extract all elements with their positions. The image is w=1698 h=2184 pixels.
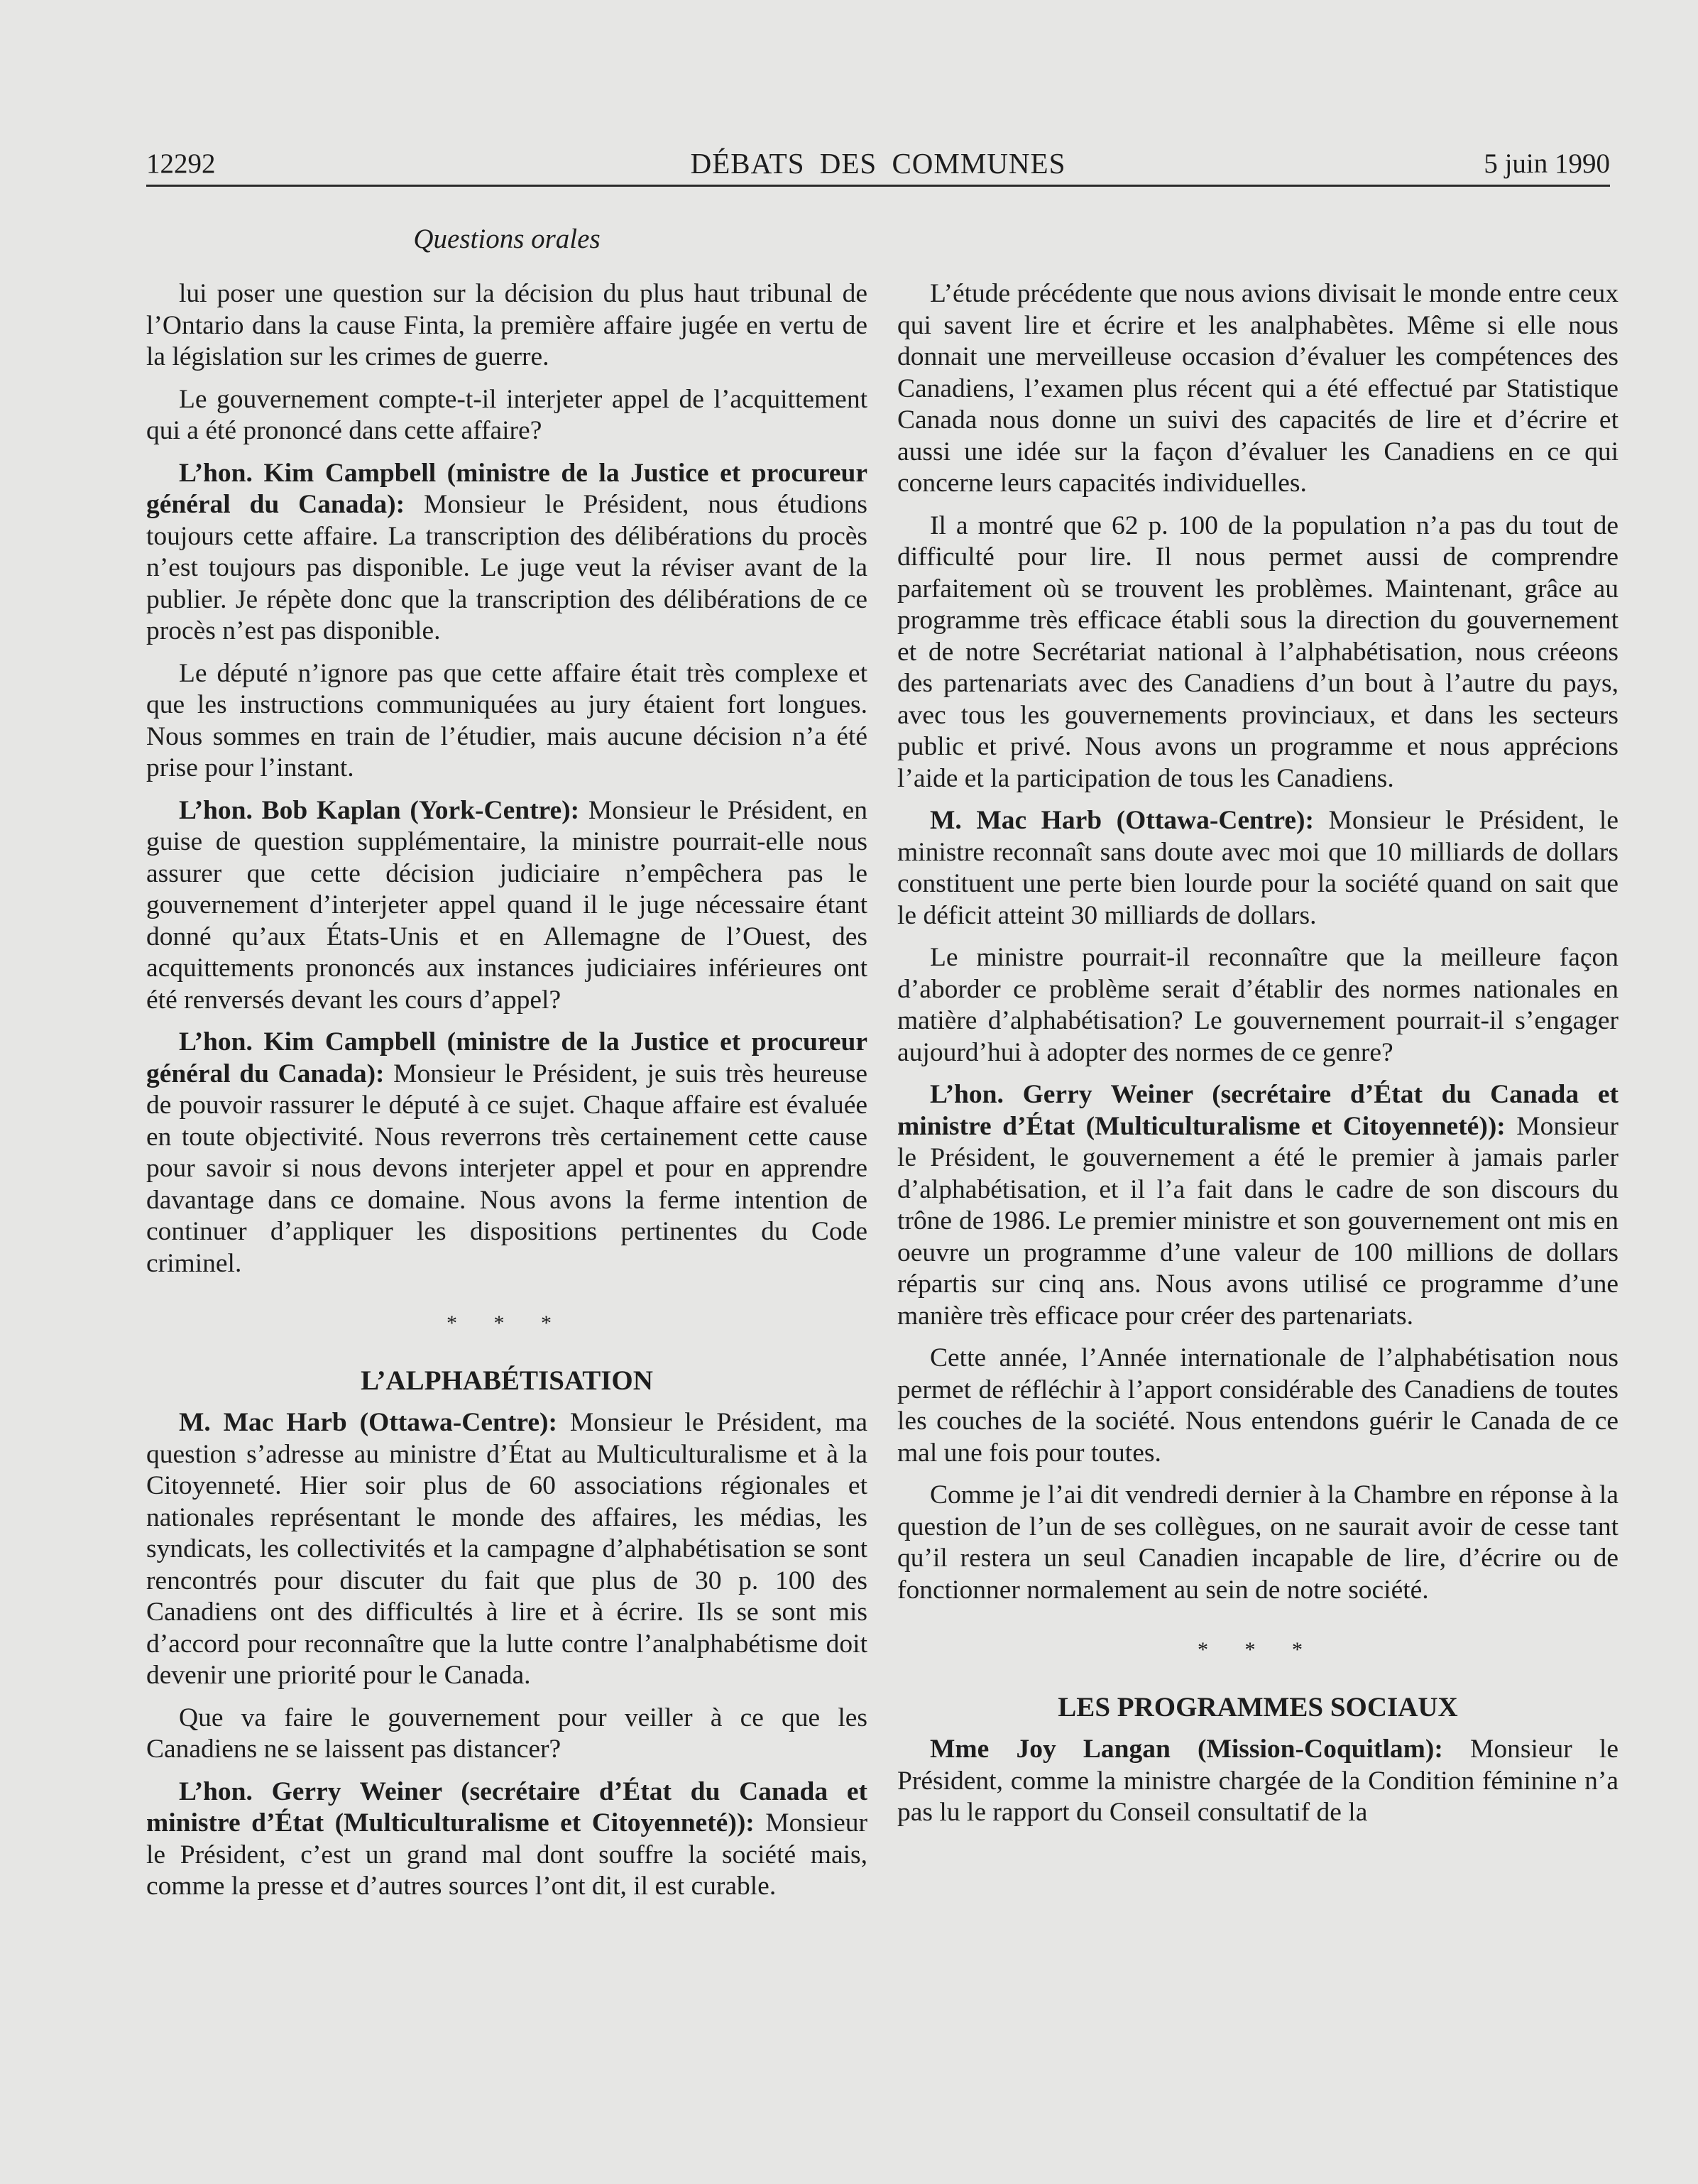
speech-paragraph	[146, 1027, 867, 1279]
speech-paragraph	[146, 458, 867, 648]
speech-paragraph	[897, 1079, 1618, 1332]
section-divider: * * *	[1198, 1638, 1318, 1661]
speech-paragraph	[897, 805, 1618, 932]
page-number: 12292	[146, 148, 216, 179]
speech-paragraph	[146, 1407, 867, 1692]
speech-text: Monsieur le Président, c’est un grand mal dont souffre la société mais, comme la presse et d’autres sources l’ont dit, il est curable.	[146, 1808, 867, 1901]
section-heading: LES PROGRAMMES SOCIAUX	[1058, 1692, 1458, 1722]
paragraph: Comme je l’ai dit vendredi dernier à la Chambre en réponse à la question de l’un de ses collègues, on ne saurait avoir de cesse tant qu’il restera un seul Canadien incapable de lire, d’écrire ou de fonctionner normalement au sein de notre société.	[897, 1480, 1618, 1605]
speaker-name: L’hon. Kim Campbell (ministre de la Justice et procureur général du Canada):	[146, 458, 867, 519]
speech-text: Monsieur le Président, en guise de question supplémentaire, la ministre pourrait-elle nous assurer que cette décision judiciaire n’empêchera pas le gouvernement d’interjeter appel quand il le juge nécessaire étant donné qu’aux États-Unis et en Allemagne de l’Ouest, des acquittements prononcés aux instances judiciaires inférieures ont été renversés devant les cours d’appel?	[146, 795, 867, 1015]
speaker-name: M. Mac Harb (Ottawa-Centre):	[179, 1408, 557, 1437]
speaker-name: L’hon. Kim Campbell (ministre de la Justice et procureur général du Canada):	[146, 1027, 867, 1088]
speech-text: Monsieur le Président, le ministre reconnaît sans doute avec moi que 10 milliards de dollars constituent une perte bien lourde pour la société quand on sait que le déficit atteint 30 milliards de dollars.	[897, 806, 1618, 930]
speaker-name: Mme Joy Langan (Mission-Coquitlam):	[930, 1735, 1443, 1764]
section-heading: L’ALPHABÉTISATION	[361, 1365, 653, 1396]
speech-text: Monsieur le Président, le gouvernement a été le premier à jamais parler d’alphabétisation, et il l’a fait dans le cadre de son discours du trône de 1986. Le premier ministre et son gouvernement ont mis en oeuvre un programme d’une valeur de 100 millions de dollars répartis sur cinq ans. Nous avons utilisé ce programme d’une manière très efficace pour créer des partenariats.	[897, 1111, 1618, 1331]
speech-paragraph	[146, 1776, 867, 1903]
paragraph: lui poser une question sur la décision du plus haut tribunal de l’Ontario dans la cause Finta, la première affaire jugée en vertu de la législation sur les crimes de guerre.	[146, 279, 867, 371]
speech-paragraph	[897, 1734, 1618, 1829]
paragraph: Il a montré que 62 p. 100 de la population n’a pas du tout de difficulté pour lire. Il nous permet aussi de comprendre parfaitement où se trouvent les problèmes. Maintenant, grâce au programme très efficace établi sous la direction du gouvernement et de notre Secrétariat national à l’alphabétisation, nous créeons des partenariats avec des Canadiens d’un bout à l’autre du pays, avec tous les gouvernements provinciaux, et dans les secteurs public et privé. Nous avons un programme et nous apprécions l’aide et la participation de tous les Canadiens.	[897, 510, 1618, 793]
speech-text: Monsieur le Président, comme la ministre chargée de la Condition féminine n’a pas lu le rapport du Conseil consultatif de la	[897, 1735, 1618, 1827]
left-column	[146, 278, 867, 1913]
speaker-name: L’hon. Bob Kaplan (York-Centre):	[179, 795, 580, 825]
header-rule	[146, 185, 1610, 187]
speech-text: Monsieur le Président, nous étudions toujours cette affaire. La transcription des délibérations du procès n’est toujours pas disponible. Le juge veut la réviser avant de la publier. Je répète donc que la transcription des délibérations de ce procès n’est pas disponible.	[146, 490, 867, 645]
paragraph: Le ministre pourrait-il reconnaître que la meilleure façon d’aborder ce problème serait d’établir des normes nationales en matière d’alphabétisation? Le gouvernement pourrait-il s’engager aujourd’hui à adopter des normes de ce genre?	[897, 943, 1618, 1067]
paragraph: Le gouvernement compte-t-il interjeter appel de l’acquittement qui a été prononcé dans cette affaire?	[146, 384, 867, 445]
journal-title: DÉBATS DES COMMUNES	[690, 147, 1066, 180]
paragraph: Le député n’ignore pas que cette affaire était très complexe et que les instructions communiquées au jury étaient fort longues. Nous sommes en train de l’étudier, mais aucune décision n’a été prise pour l’instant.	[146, 658, 867, 782]
right-column	[897, 278, 1618, 1840]
speech-text: Monsieur le Président, ma question s’adresse au ministre d’État au Multiculturalisme et à la Citoyenneté. Hier soir plus de 60 associations régionales et nationales représentant le monde des affaires, les médias, les syndicats, les collectivités et la campagne d’alphabétisation se sont rencontrés pour discuter du fait que plus de 30 p. 100 des Canadiens ont des difficultés à lire et à écrire. Ils se sont mis d’accord pour reconnaître que la lutte contre l’analphabétisme doit devenir une priorité pour le Canada.	[146, 1408, 867, 1690]
speaker-name: M. Mac Harb (Ottawa-Centre):	[930, 806, 1314, 835]
page-header	[146, 141, 1610, 185]
paragraph: Que va faire le gouvernement pour veiller à ce que les Canadiens ne se laissent pas distancer?	[146, 1703, 867, 1764]
section-divider: * * *	[447, 1311, 567, 1335]
publication-date: 5 juin 1990	[1484, 148, 1610, 179]
speaker-name: L’hon. Gerry Weiner (secrétaire d’État du Canada et ministre d’État (Multiculturalisme et Citoyenneté)):	[897, 1080, 1618, 1141]
speech-paragraph	[146, 795, 867, 1017]
section-label: Questions orales	[413, 224, 601, 254]
paragraph: L’étude précédente que nous avions divisait le monde entre ceux qui savent lire et écrire et les analphabètes. Même si elle nous donnait une merveilleuse occasion d’évaluer les compétences des Canadiens, l’examen plus récent qui a été effectué par Statistique Canada nous donne un suivi des capacités de lire et d’écrire et aussi une idée sur la façon d’évaluer les Canadiens en ce qui concerne leurs capacités individuelles.	[897, 279, 1618, 498]
speech-text: Monsieur le Président, je suis très heureuse de pouvoir rassurer le député à ce sujet. Chaque affaire est évaluée en toute objectivité. Nous reverrons très certainement cette cause pour savoir si nous devons interjeter appel et pour en apprendre davantage dans ce domaine. Nous avons la ferme intention de continuer d’appliquer les dispositions pertinentes du Code criminel.	[146, 1059, 867, 1278]
paragraph: Cette année, l’Année internationale de l’alphabétisation nous permet de réfléchir à l’apport considérable des Canadiens de toutes les couches de la société. Nous entendons guérir le Canada de ce mal une fois pour toutes.	[897, 1343, 1618, 1468]
speaker-name: L’hon. Gerry Weiner (secrétaire d’État du Canada et ministre d’État (Multiculturalisme et Citoyenneté)):	[146, 1776, 867, 1838]
